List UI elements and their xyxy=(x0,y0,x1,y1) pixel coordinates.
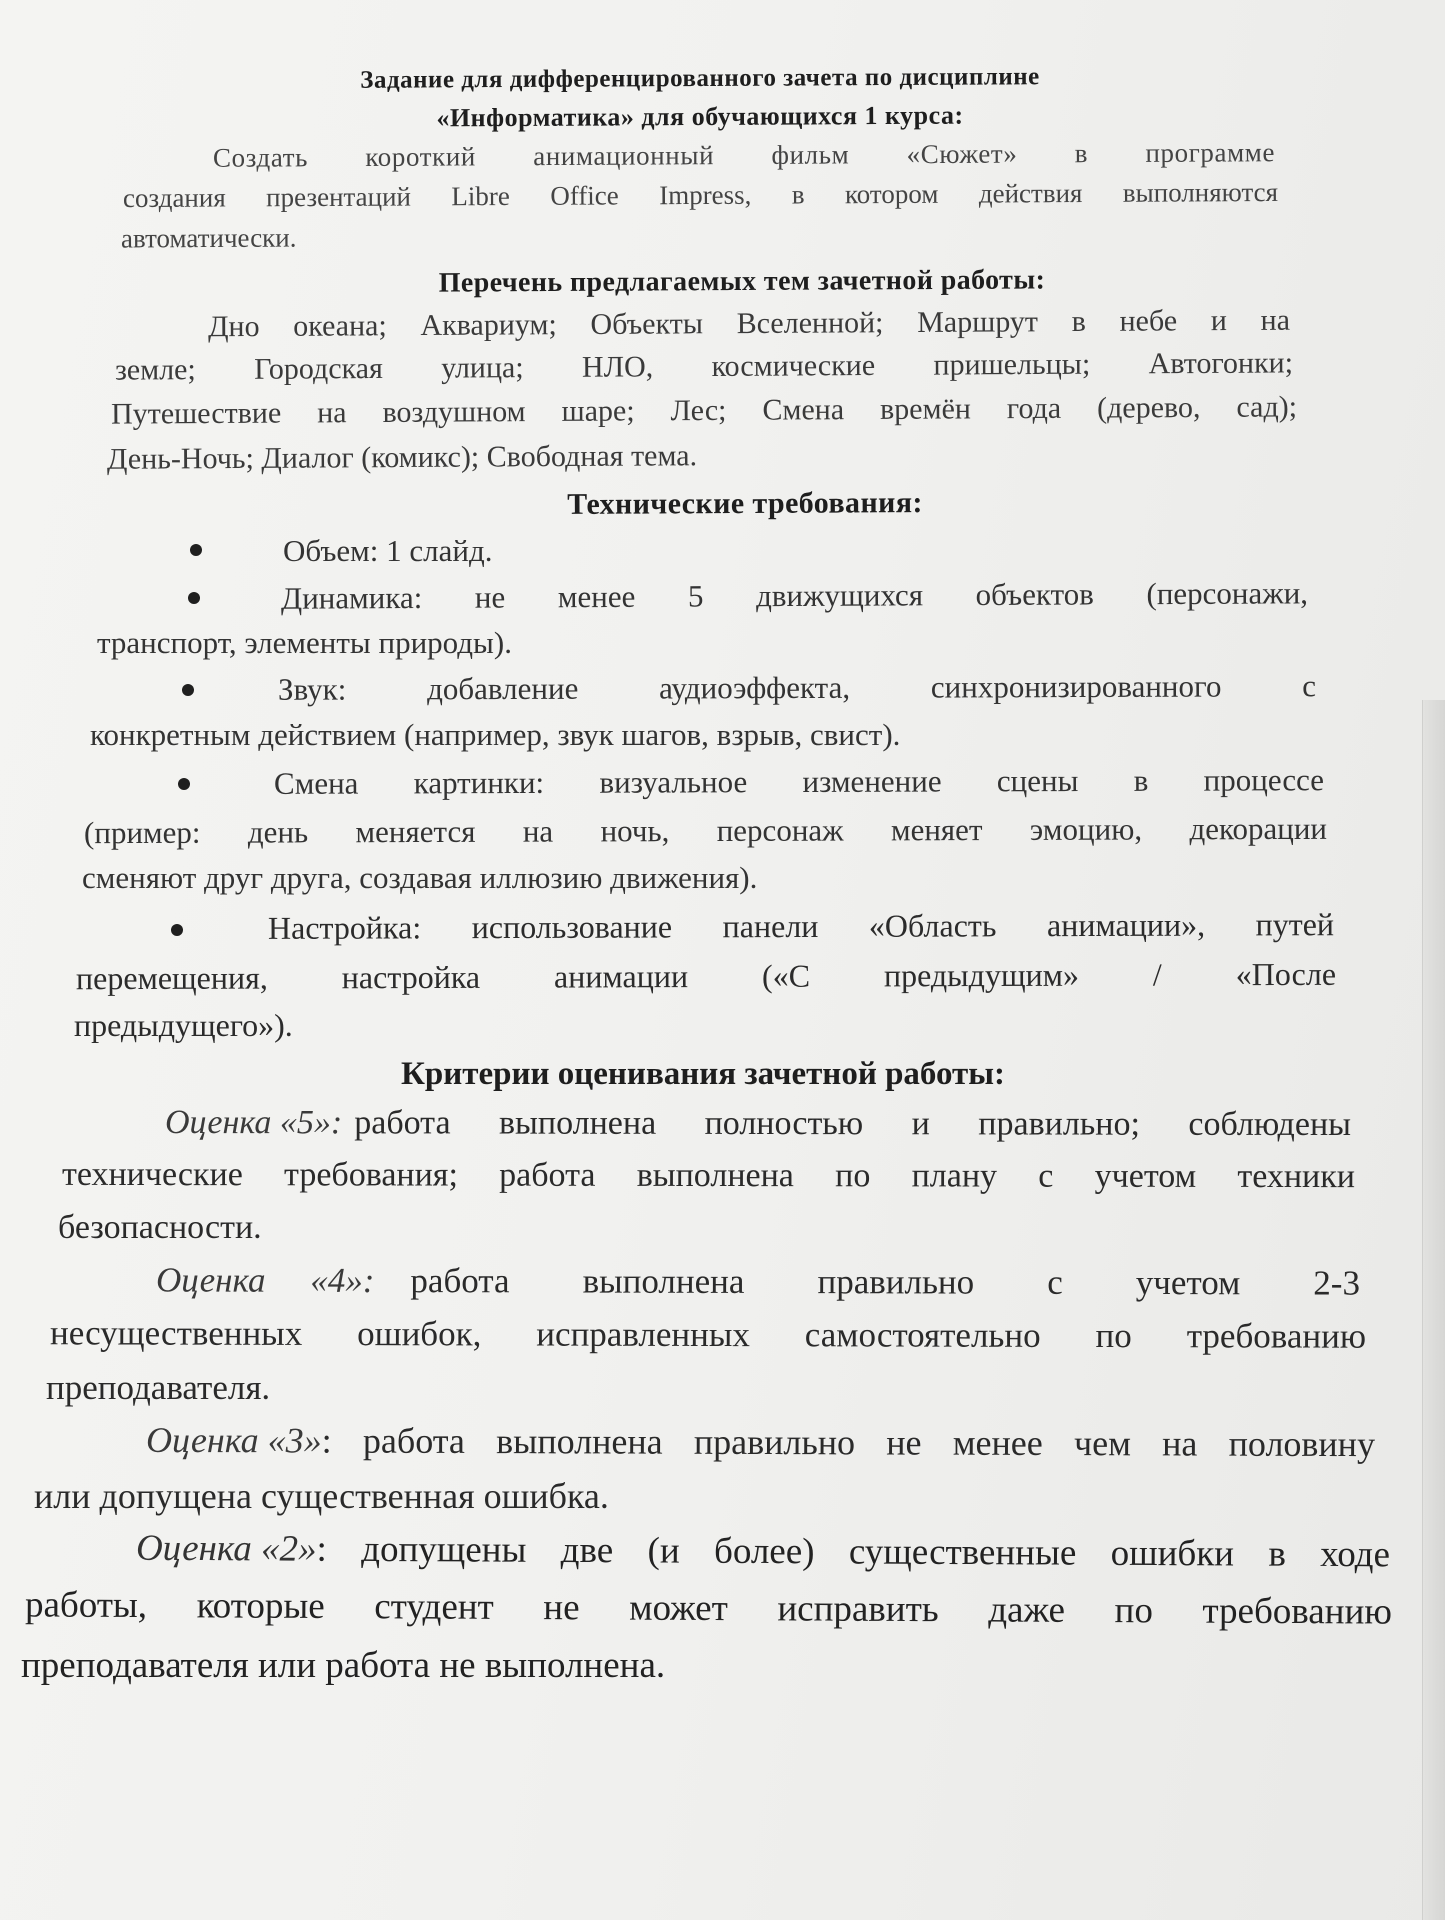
requirement-item-1-line-1: Объем: 1 слайд. xyxy=(283,533,493,568)
topics-heading: Перечень предлагаемых тем зачетной работы: xyxy=(438,264,1046,299)
grade-3-line-2: или допущена существенная ошибка. xyxy=(34,1476,609,1516)
grade-2-line-1 xyxy=(135,1527,1391,1576)
grade-3-label: Оценка «3» xyxy=(145,1419,322,1461)
requirement-item-4-line-3: сменяют друг друга, создавая иллюзию движения). xyxy=(82,860,758,895)
task-text-line-1: Создать короткий анимационный фильм «Сюжет» в программе xyxy=(212,137,1276,173)
bullet-icon xyxy=(190,544,202,556)
grade-5-line-2: технические требования; работа выполнена по плану с учетом техники xyxy=(61,1155,1356,1196)
requirements-heading: Технические требования: xyxy=(567,486,923,521)
grade-4-label: Оценка «4»: xyxy=(155,1260,375,1300)
bullet-icon xyxy=(171,924,183,936)
requirement-item-2-line-1: Динамика: не менее 5 движущихся объектов (персонажи, xyxy=(280,575,1309,616)
requirement-item-2-line-2: транспорт, элементы природы). xyxy=(97,625,512,660)
grade-4-line-2: несущественных ошибок, исправленных самостоятельно по требованию xyxy=(49,1313,1367,1356)
grade-2-label: Оценка «2» xyxy=(135,1527,317,1570)
requirement-item-5-line-1: Настройка: использование панели «Область анимации», путей xyxy=(267,906,1335,946)
criteria-heading: Критерии оценивания зачетной работы: xyxy=(400,1056,1006,1092)
bullet-icon xyxy=(178,778,190,790)
grade-4-line-1 xyxy=(155,1260,1361,1303)
topics-line-2: земле; Городская улица; НЛО, космические пришельцы; Автогонки; xyxy=(114,346,1294,387)
grade-2-line-3: преподавателя или работа не выполнена. xyxy=(21,1645,666,1686)
task-text-line-2: создания презентаций Libre Office Impress, в котором действия выполняются xyxy=(122,176,1279,214)
grade-5-line-1 xyxy=(164,1103,1352,1144)
document-title-line-2: «Информатика» для обучающихся 1 курса: xyxy=(436,100,964,133)
grade-5-line-3: безопасности. xyxy=(58,1209,262,1246)
grade-4-text: работа выполнена правильно с учетом 2-3 xyxy=(410,1261,1361,1303)
grade-5-label: Оценка «5»: xyxy=(164,1103,343,1142)
topics-line-3: Путешествие на воздушном шаре; Лес; Смена времён года (дерево, сад); xyxy=(110,390,1298,431)
bullet-icon xyxy=(182,684,194,696)
requirement-item-5-line-3: предыдущего»). xyxy=(74,1007,293,1043)
requirement-item-4-line-2: (пример: день меняется на ночь, персонаж меняет эмоцию, декорации xyxy=(83,810,1328,851)
grade-3-line-1 xyxy=(145,1419,1376,1465)
requirement-item-5-line-2: перемещения, настройка анимации («С предыдущим» / «После xyxy=(75,955,1337,997)
requirement-item-3-line-2: конкретным действием (например, звук шагов, взрыв, свист). xyxy=(90,717,901,752)
topics-line-1: Дно океана; Аквариум; Объекты Вселенной; Маршрут в небе и на xyxy=(207,303,1291,344)
grade-5-text: работа выполнена полностью и правильно; соблюдены xyxy=(354,1104,1352,1144)
grade-2-line-2: работы, которые студент не может исправить даже по требованию xyxy=(24,1584,1393,1633)
bullet-icon xyxy=(188,592,200,604)
task-text-line-3: автоматически. xyxy=(120,222,297,254)
requirement-item-4-line-1: Смена картинки: визуальное изменение сцены в процессе xyxy=(273,762,1325,801)
grade-2-text: : допущены две (и более) существенные ошибки в ходе xyxy=(316,1528,1391,1576)
requirement-item-3-line-1: Звук: добавление аудиоэффекта, синхронизированного с xyxy=(277,668,1317,707)
topics-line-4: День-Ночь; Диалог (комикс); Свободная тема. xyxy=(106,439,698,476)
grade-3-text: : работа выполнена правильно не менее чем на половину xyxy=(321,1420,1376,1465)
grade-4-line-3: преподавателя. xyxy=(46,1368,271,1407)
document-title-line-1: Задание для дифференцированного зачета по дисциплине xyxy=(360,63,1040,94)
